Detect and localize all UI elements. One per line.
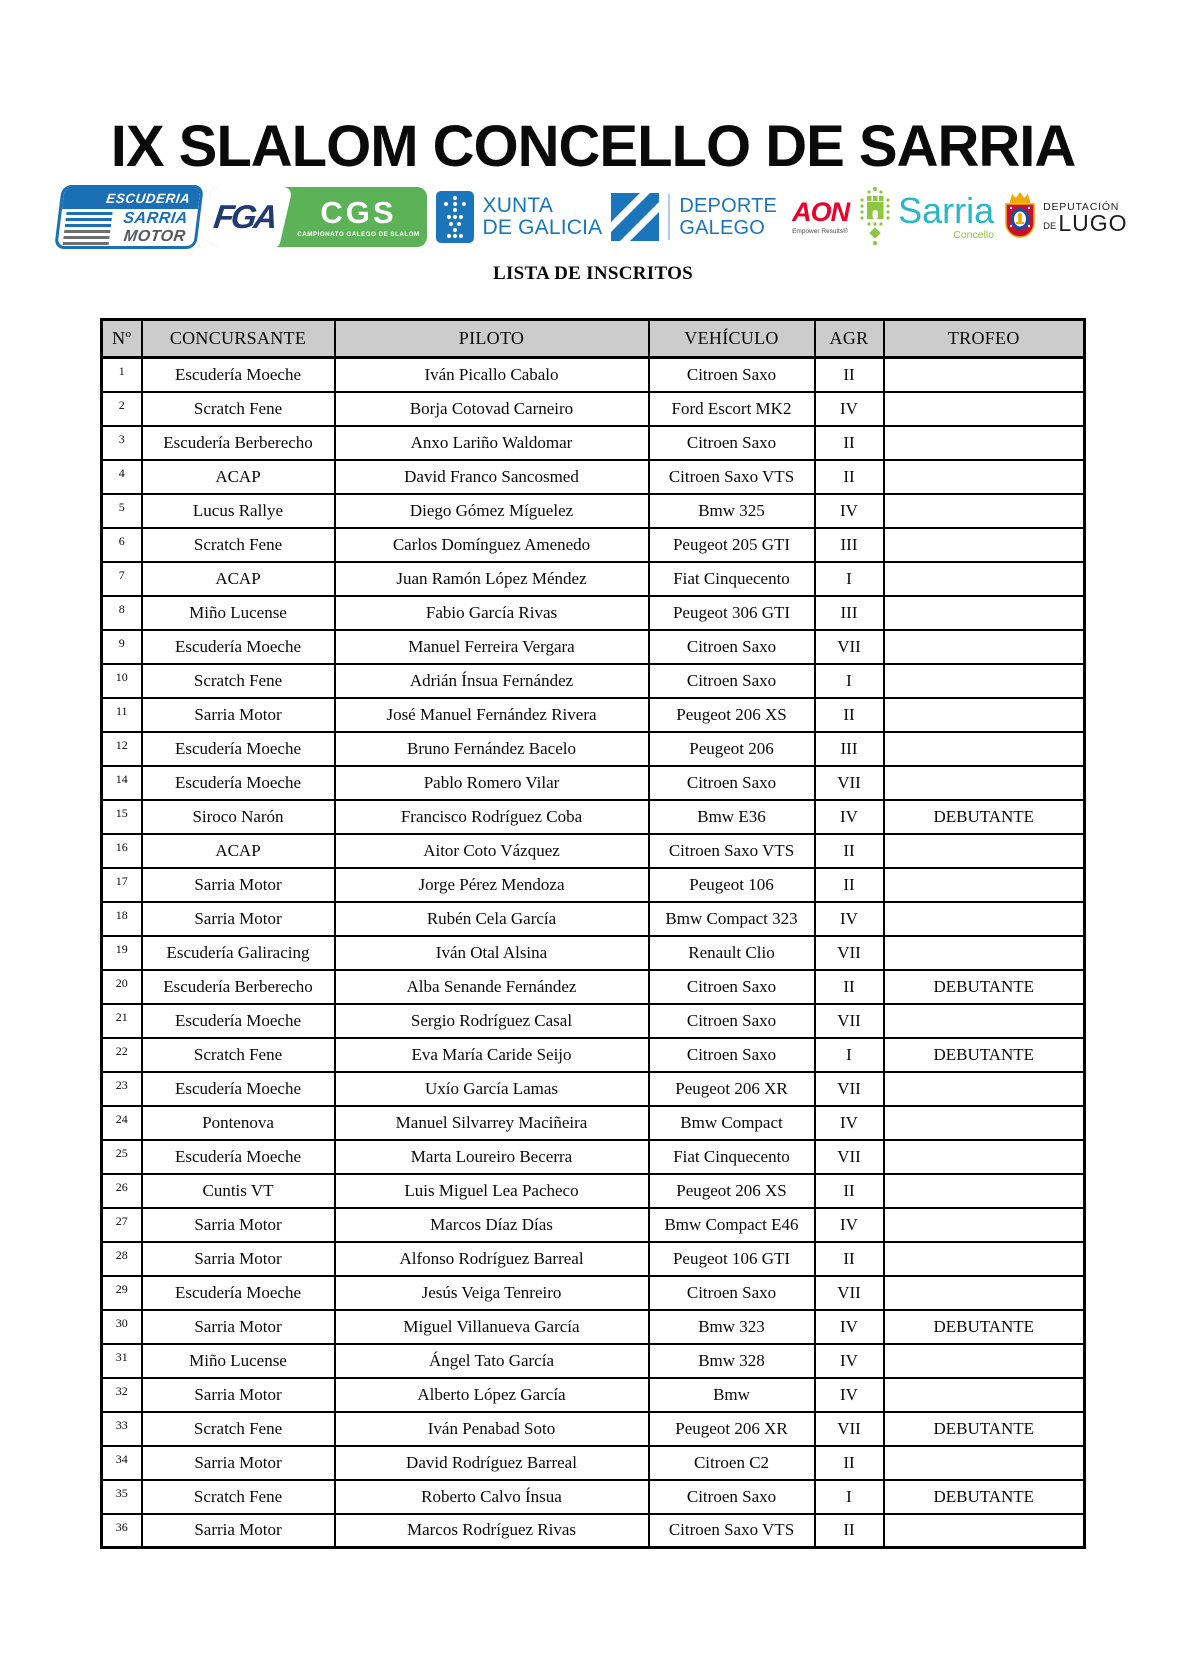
piloto-cell: Roberto Calvo Ínsua (335, 1480, 649, 1514)
row-number-cell: 6 (102, 528, 142, 562)
sarria-name: Sarria (898, 190, 995, 231)
concursante-cell: Escudería Moeche (142, 732, 335, 766)
agr-cell: VII (815, 936, 884, 970)
table-row (102, 1004, 1085, 1038)
row-number-cell: 1 (102, 358, 142, 392)
trofeo-cell (884, 596, 1085, 630)
trofeo-cell (884, 528, 1085, 562)
row-number-cell: 2 (102, 392, 142, 426)
agr-cell: IV (815, 1378, 884, 1412)
vehiculo-cell: Citroen Saxo (649, 630, 815, 664)
vehiculo-cell: Fiat Cinquecento (649, 562, 815, 596)
row-number-cell: 17 (102, 868, 142, 902)
trofeo-cell (884, 698, 1085, 732)
header-trofeo: TROFEO (884, 320, 1085, 358)
piloto-cell: Francisco Rodríguez Coba (335, 800, 649, 834)
row-number-cell: 31 (102, 1344, 142, 1378)
trofeo-cell (884, 1242, 1085, 1276)
row-number-cell: 28 (102, 1242, 142, 1276)
vehiculo-cell: Bmw Compact (649, 1106, 815, 1140)
row-number-cell: 25 (102, 1140, 142, 1174)
agr-cell: I (815, 664, 884, 698)
deporte-wordmark (679, 195, 777, 239)
piloto-cell: Borja Cotovad Carneiro (335, 392, 649, 426)
concello-de-sarria-logo (858, 186, 994, 248)
piloto-cell: Pablo Romero Vilar (335, 766, 649, 800)
sarria-concello-label: Concello (953, 229, 995, 241)
piloto-cell: Marta Loureiro Becerra (335, 1140, 649, 1174)
piloto-cell: Fabio García Rivas (335, 596, 649, 630)
row-number-cell: 29 (102, 1276, 142, 1310)
row-number-cell: 5 (102, 494, 142, 528)
xunta-emblem-icon (436, 191, 474, 243)
row-number-cell: 36 (102, 1514, 142, 1548)
row-number-cell: 27 (102, 1208, 142, 1242)
concursante-cell: Scratch Fene (142, 528, 335, 562)
agr-cell: IV (815, 1344, 884, 1378)
concursante-cell: Sarria Motor (142, 1446, 335, 1480)
concursante-cell: Escudería Berberecho (142, 970, 335, 1004)
page-title: IX SLALOM CONCELLO DE SARRIA (110, 114, 1076, 179)
concursante-cell: Scratch Fene (142, 1480, 335, 1514)
row-number-cell: 23 (102, 1072, 142, 1106)
table-row (102, 664, 1085, 698)
trofeo-cell (884, 902, 1085, 936)
inscritos-table (100, 318, 1086, 1549)
piloto-cell: Iván Penabad Soto (335, 1412, 649, 1446)
trofeo-cell (884, 834, 1085, 868)
row-number-cell: 21 (102, 1004, 142, 1038)
trofeo-cell (884, 460, 1085, 494)
row-number-cell: 18 (102, 902, 142, 936)
trofeo-cell (884, 630, 1085, 664)
trofeo-cell (884, 358, 1085, 392)
row-number-cell: 32 (102, 1378, 142, 1412)
row-number-cell: 4 (102, 460, 142, 494)
agr-cell: II (815, 358, 884, 392)
agr-cell: VII (815, 1004, 884, 1038)
agr-cell: I (815, 562, 884, 596)
vehiculo-cell: Citroen C2 (649, 1446, 815, 1480)
row-number-cell: 22 (102, 1038, 142, 1072)
aon-logo (792, 199, 849, 235)
vehiculo-cell: Bmw Compact E46 (649, 1208, 815, 1242)
agr-cell: IV (815, 1208, 884, 1242)
piloto-cell: Diego Gómez Míguelez (335, 494, 649, 528)
piloto-cell: Juan Ramón López Méndez (335, 562, 649, 596)
lugo-crest-icon (1003, 192, 1037, 242)
xunta-de-galicia-logo (436, 191, 602, 243)
trofeo-cell (884, 936, 1085, 970)
row-number-cell: 34 (102, 1446, 142, 1480)
agr-cell: IV (815, 902, 884, 936)
piloto-cell: Carlos Domínguez Amenedo (335, 528, 649, 562)
deporte-galego-icon (611, 193, 659, 241)
agr-cell: II (815, 868, 884, 902)
table-row (102, 1276, 1085, 1310)
vehiculo-cell: Peugeot 106 GTI (649, 1242, 815, 1276)
trofeo-cell (884, 1004, 1085, 1038)
agr-cell: VII (815, 1276, 884, 1310)
table-row (102, 426, 1085, 460)
trofeo-cell (884, 664, 1085, 698)
concursante-cell: Sarria Motor (142, 698, 335, 732)
table-row (102, 1514, 1085, 1548)
agr-cell: IV (815, 1310, 884, 1344)
concursante-cell: Escudería Moeche (142, 1276, 335, 1310)
aon-wordmark: AON (792, 197, 850, 227)
table-row (102, 868, 1085, 902)
table-row (102, 528, 1085, 562)
table-row (102, 936, 1085, 970)
table-row (102, 596, 1085, 630)
piloto-cell: Sergio Rodríguez Casal (335, 1004, 649, 1038)
cgs-label: CGS (320, 194, 397, 230)
table-row (102, 1310, 1085, 1344)
row-number-cell: 35 (102, 1480, 142, 1514)
row-number-cell: 10 (102, 664, 142, 698)
vehiculo-cell: Bmw 328 (649, 1344, 815, 1378)
trofeo-cell: DEBUTANTE (884, 1412, 1085, 1446)
fga-label: FGA (211, 198, 278, 235)
agr-cell: I (815, 1038, 884, 1072)
table-row (102, 630, 1085, 664)
vehiculo-cell: Citroen Saxo (649, 426, 815, 460)
trofeo-cell (884, 1446, 1085, 1480)
vehiculo-cell: Citroen Saxo (649, 1038, 815, 1072)
concursante-cell: Pontenova (142, 1106, 335, 1140)
concursante-cell: Escudería Galiracing (142, 936, 335, 970)
concursante-cell: Sarria Motor (142, 868, 335, 902)
agr-cell: II (815, 1446, 884, 1480)
piloto-cell: Ángel Tato García (335, 1344, 649, 1378)
vehiculo-cell: Citroen Saxo (649, 766, 815, 800)
piloto-cell: David Rodríguez Barreal (335, 1446, 649, 1480)
agr-cell: II (815, 698, 884, 732)
piloto-cell: Alberto López García (335, 1378, 649, 1412)
trofeo-cell: DEBUTANTE (884, 1038, 1085, 1072)
piloto-cell: Aitor Coto Vázquez (335, 834, 649, 868)
concursante-cell: Scratch Fene (142, 664, 335, 698)
piloto-cell: Jesús Veiga Tenreiro (335, 1276, 649, 1310)
vehiculo-cell: Citroen Saxo (649, 358, 815, 392)
xunta-wordmark (482, 195, 602, 240)
agr-cell: VII (815, 766, 884, 800)
concursante-cell: Escudería Moeche (142, 1004, 335, 1038)
trofeo-cell (884, 392, 1085, 426)
piloto-cell: David Franco Sancosmed (335, 460, 649, 494)
trofeo-cell (884, 1208, 1085, 1242)
concursante-cell: Escudería Moeche (142, 1072, 335, 1106)
trofeo-cell (884, 1106, 1085, 1140)
table-row (102, 562, 1085, 596)
row-number-cell: 33 (102, 1412, 142, 1446)
vehiculo-cell: Bmw Compact 323 (649, 902, 815, 936)
table-row (102, 970, 1085, 1004)
vehiculo-cell: Bmw 323 (649, 1310, 815, 1344)
row-number-cell: 20 (102, 970, 142, 1004)
agr-cell: II (815, 460, 884, 494)
agr-cell: II (815, 1514, 884, 1548)
agr-cell: III (815, 596, 884, 630)
aon-tagline: Empower Results® (792, 228, 848, 235)
vehiculo-cell: Bmw (649, 1378, 815, 1412)
agr-cell: I (815, 1480, 884, 1514)
vehiculo-cell: Peugeot 206 XS (649, 1174, 815, 1208)
sarria-motor-stripes-icon (65, 212, 113, 227)
piloto-cell: Marcos Díaz Días (335, 1208, 649, 1242)
agr-cell: III (815, 732, 884, 766)
trofeo-cell (884, 1344, 1085, 1378)
piloto-cell: Alfonso Rodríguez Barreal (335, 1242, 649, 1276)
vehiculo-cell: Citroen Saxo (649, 664, 815, 698)
row-number-cell: 9 (102, 630, 142, 664)
concursante-cell: Sarria Motor (142, 1310, 335, 1344)
trofeo-cell (884, 562, 1085, 596)
sarria-tower-icon (858, 186, 892, 248)
vehiculo-cell: Citroen Saxo (649, 1480, 815, 1514)
vehiculo-cell: Citroen Saxo (649, 1276, 815, 1310)
piloto-cell: Manuel Silvarrey Maciñeira (335, 1106, 649, 1140)
table-row (102, 1242, 1085, 1276)
concursante-cell: Lucus Rallye (142, 494, 335, 528)
agr-cell: VII (815, 630, 884, 664)
vehiculo-cell: Peugeot 206 XR (649, 1072, 815, 1106)
row-number-cell: 30 (102, 1310, 142, 1344)
table-row (102, 1072, 1085, 1106)
list-title: LISTA DE INSCRITOS (492, 263, 694, 284)
vehiculo-cell: Citroen Saxo (649, 1004, 815, 1038)
concursante-cell: ACAP (142, 460, 335, 494)
table-row (102, 1208, 1085, 1242)
concursante-cell: Sarria Motor (142, 1242, 335, 1276)
concursante-cell: Miño Lucense (142, 1344, 335, 1378)
lugo-wordmark (1043, 201, 1127, 234)
vehiculo-cell: Bmw 325 (649, 494, 815, 528)
lugo-deputacion-label: DEPUTACIÓN (1043, 200, 1120, 213)
piloto-cell: Luis Miguel Lea Pacheco (335, 1174, 649, 1208)
trofeo-cell (884, 766, 1085, 800)
sarria-wordmark (898, 190, 995, 241)
piloto-cell: Eva María Caride Seijo (335, 1038, 649, 1072)
concursante-cell: Escudería Moeche (142, 358, 335, 392)
vehiculo-cell: Renault Clio (649, 936, 815, 970)
table-row (102, 902, 1085, 936)
concursante-cell: Scratch Fene (142, 1412, 335, 1446)
agr-cell: IV (815, 1106, 884, 1140)
header-numero: Nº (102, 320, 142, 358)
table-row (102, 800, 1085, 834)
trofeo-cell: DEBUTANTE (884, 800, 1085, 834)
trofeo-cell (884, 1276, 1085, 1310)
escuderia-sarria-motor-logo (55, 185, 205, 249)
piloto-cell: Adrián Ínsua Fernández (335, 664, 649, 698)
piloto-cell: Jorge Pérez Mendoza (335, 868, 649, 902)
cgs-icon (293, 187, 427, 247)
piloto-cell: Marcos Rodríguez Rivas (335, 1514, 649, 1548)
vehiculo-cell: Citroen Saxo VTS (649, 460, 815, 494)
table-row (102, 766, 1085, 800)
vehiculo-cell: Bmw E36 (649, 800, 815, 834)
row-number-cell: 8 (102, 596, 142, 630)
vehiculo-cell: Peugeot 106 (649, 868, 815, 902)
concursante-cell: Scratch Fene (142, 1038, 335, 1072)
concursante-cell: Escudería Moeche (142, 766, 335, 800)
trofeo-cell (884, 1072, 1085, 1106)
sarria-motor-stripes-icon (63, 230, 111, 245)
row-number-cell: 19 (102, 936, 142, 970)
table-row (102, 460, 1085, 494)
trofeo-cell (884, 868, 1085, 902)
trofeo-cell (884, 426, 1085, 460)
fga-cgs-logo (209, 187, 427, 247)
deporte-line2: GALEGO (679, 217, 766, 239)
table-row (102, 1344, 1085, 1378)
cgs-subtitle: CAMPIONATO GALEGO DE SLALOM (297, 230, 420, 238)
table-body (102, 358, 1085, 1548)
vehiculo-cell: Peugeot 306 GTI (649, 596, 815, 630)
deporte-galego-logo (611, 193, 777, 241)
table-row (102, 1378, 1085, 1412)
agr-cell: II (815, 426, 884, 460)
deputacion-lugo-logo (1003, 192, 1127, 242)
concursante-cell: ACAP (142, 562, 335, 596)
concursante-cell: Sarria Motor (142, 1514, 335, 1548)
agr-cell: VII (815, 1072, 884, 1106)
piloto-cell: Alba Senande Fernández (335, 970, 649, 1004)
header-vehiculo: VEHÍCULO (649, 320, 815, 358)
concursante-cell: Sarria Motor (142, 1208, 335, 1242)
concursante-cell: Scratch Fene (142, 392, 335, 426)
header-concursante: CONCURSANTE (142, 320, 335, 358)
table-row (102, 1446, 1085, 1480)
trofeo-cell (884, 494, 1085, 528)
concursante-cell: Escudería Moeche (142, 1140, 335, 1174)
table-row (102, 494, 1085, 528)
table-row (102, 1174, 1085, 1208)
table-row (102, 358, 1085, 392)
row-number-cell: 12 (102, 732, 142, 766)
table-row (102, 392, 1085, 426)
vehiculo-cell: Citroen Saxo VTS (649, 834, 815, 868)
lugo-name: LUGO (1058, 209, 1128, 236)
concursante-cell: Siroco Narón (142, 800, 335, 834)
concursante-cell: Sarria Motor (142, 902, 335, 936)
vehiculo-cell: Peugeot 206 XR (649, 1412, 815, 1446)
sarria-motor-motor-label: MOTOR (123, 228, 188, 245)
table-row (102, 834, 1085, 868)
agr-cell: II (815, 1242, 884, 1276)
table-row (102, 1106, 1085, 1140)
row-number-cell: 24 (102, 1106, 142, 1140)
trofeo-cell (884, 1174, 1085, 1208)
agr-cell: II (815, 1174, 884, 1208)
piloto-cell: Iván Picallo Cabalo (335, 358, 649, 392)
concursante-cell: Escudería Berberecho (142, 426, 335, 460)
vehiculo-cell: Fiat Cinquecento (649, 1140, 815, 1174)
xunta-line2: DE GALICIA (482, 216, 603, 239)
table-row (102, 698, 1085, 732)
row-number-cell: 7 (102, 562, 142, 596)
table-row (102, 1038, 1085, 1072)
table-row (102, 1140, 1085, 1174)
vehiculo-cell: Citroen Saxo VTS (649, 1514, 815, 1548)
vehiculo-cell: Ford Escort MK2 (649, 392, 815, 426)
table-row (102, 1412, 1085, 1446)
agr-cell: II (815, 834, 884, 868)
concursante-cell: Cuntis VT (142, 1174, 335, 1208)
trofeo-cell (884, 1140, 1085, 1174)
piloto-cell: Uxío García Lamas (335, 1072, 649, 1106)
piloto-cell: Anxo Lariño Waldomar (335, 426, 649, 460)
piloto-cell: Bruno Fernández Bacelo (335, 732, 649, 766)
header-piloto: PILOTO (335, 320, 649, 358)
table-row (102, 732, 1085, 766)
trofeo-cell (884, 732, 1085, 766)
vehiculo-cell: Peugeot 206 XS (649, 698, 815, 732)
piloto-cell: Manuel Ferreira Vergara (335, 630, 649, 664)
concursante-cell: ACAP (142, 834, 335, 868)
logo-strip (0, 180, 1186, 254)
trofeo-cell: DEBUTANTE (884, 970, 1085, 1004)
deporte-line1: DEPORTE (679, 195, 778, 217)
trofeo-cell (884, 1378, 1085, 1412)
agr-cell: VII (815, 1412, 884, 1446)
row-number-cell: 15 (102, 800, 142, 834)
deporte-divider (668, 194, 670, 240)
header-row (102, 320, 1085, 358)
lugo-de: DE (1043, 220, 1057, 232)
row-number-cell: 14 (102, 766, 142, 800)
vehiculo-cell: Peugeot 206 (649, 732, 815, 766)
fga-icon (209, 187, 293, 247)
piloto-cell: Rubén Cela García (335, 902, 649, 936)
agr-cell: IV (815, 800, 884, 834)
agr-cell: VII (815, 1140, 884, 1174)
header-agr: AGR (815, 320, 884, 358)
row-number-cell: 26 (102, 1174, 142, 1208)
piloto-cell: José Manuel Fernández Rivera (335, 698, 649, 732)
table-header (102, 320, 1085, 358)
concursante-cell: Sarria Motor (142, 1378, 335, 1412)
sarria-motor-escuderia-label: ESCUDERIA (62, 188, 201, 209)
agr-cell: IV (815, 494, 884, 528)
piloto-cell: Iván Otal Alsina (335, 936, 649, 970)
trofeo-cell: DEBUTANTE (884, 1310, 1085, 1344)
agr-cell: IV (815, 392, 884, 426)
agr-cell: III (815, 528, 884, 562)
row-number-cell: 16 (102, 834, 142, 868)
sarria-motor-sarria-label: SARRIA (122, 210, 190, 227)
concursante-cell: Miño Lucense (142, 596, 335, 630)
table-row (102, 1480, 1085, 1514)
piloto-cell: Miguel Villanueva García (335, 1310, 649, 1344)
concursante-cell: Escudería Moeche (142, 630, 335, 664)
xunta-line1: XUNTA (482, 193, 554, 217)
trofeo-cell (884, 1514, 1085, 1548)
lugo-de-lugo-label (1043, 209, 1128, 236)
row-number-cell: 3 (102, 426, 142, 460)
trofeo-cell: DEBUTANTE (884, 1480, 1085, 1514)
vehiculo-cell: Citroen Saxo (649, 970, 815, 1004)
agr-cell: II (815, 970, 884, 1004)
vehiculo-cell: Peugeot 205 GTI (649, 528, 815, 562)
row-number-cell: 11 (102, 698, 142, 732)
